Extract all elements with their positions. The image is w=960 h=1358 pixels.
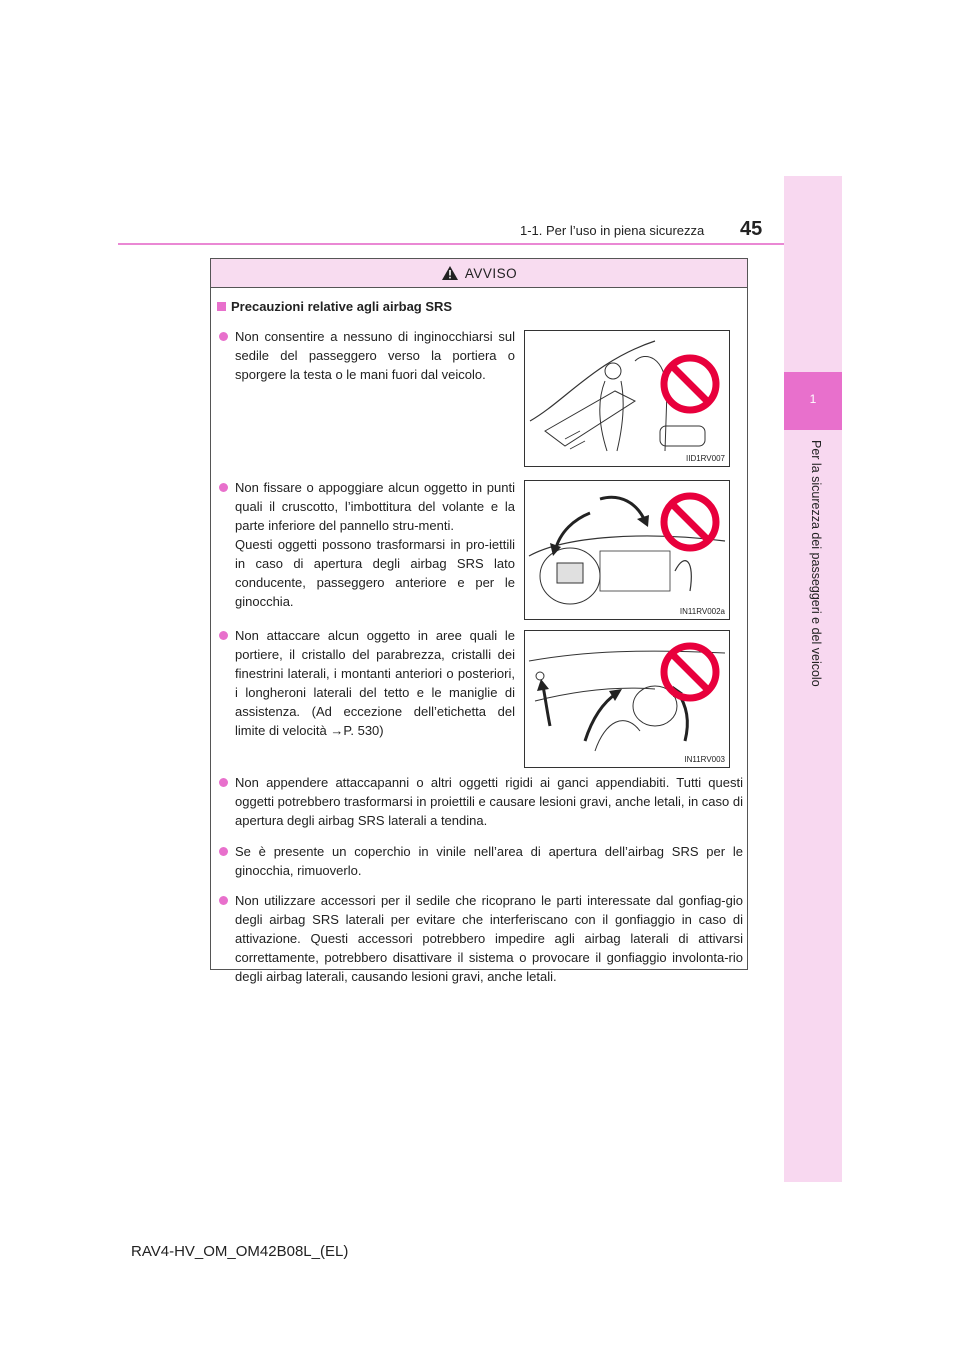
section-title: 1-1. Per l’uso in piena sicurezza [520,223,705,238]
warning-subtitle [217,299,452,314]
list-item [219,478,515,611]
list-item [219,891,743,986]
warning-header [211,259,747,288]
illustration-cabin-objects [524,630,730,768]
list-item [219,626,515,740]
bullet-dot-icon [219,483,228,492]
warning-subtitle-text: Precauzioni relative agli airbag SRS [231,299,453,314]
list-item-text: Non fissare o appoggiare alcun oggetto in punti quali il cruscotto, l’imbottitura del volante e la parte inferiore del pannello stru-menti. [235,480,515,533]
list-item-text: Non consentire a nessuno di inginocchiarsi sul sedile del passeggero verso la portiera o sporgere la testa o le mani fuori dal veicolo. [235,329,515,382]
prohibition-icon [659,641,721,703]
bullet-dot-icon [219,778,228,787]
list-item-text-2: Questi oggetti possono trasformarsi in pro-iettili in caso di apertura degli airbag SRS lato conducente, passeggero anteriore e per le ginocchia. [235,537,515,609]
side-tab-number: 1 [809,392,817,406]
footer-code: RAV4-HV_OM_OM42B08L_(EL) [131,1243,349,1260]
list-item-text: Se è presente un coperchio in vinile nell’area di apertura dell’airbag SRS per le ginocchia, rimuoverlo. [235,844,743,878]
page-number: 45 [740,218,763,240]
side-tab-label: Per la sicurezza dei passeggeri e del veicolo [809,440,823,687]
bullet-dot-icon [219,332,228,341]
image-code: IID1RV007 [686,454,725,463]
list-item-text: Non attaccare alcun oggetto in aree quali le portiere, il cristallo del parabrezza, cristalli dei finestrini laterali, i montanti anteriori o posteriori, i longheroni laterali del tetto e le maniglie di assistenza. (Ad eccezione dell’etichetta del limite di velocità →P. 530) [235,628,515,738]
list-item-text: Non utilizzare accessori per il sedile che ricoprano le parti interessate dal gonfiag-gio degli airbag SRS laterali per evitare che interferiscano con il gonfiaggio in caso di attivazione. Questi accessori potrebbero impedire agli airbag laterali di attivarsi correttamente, potrebbero disattivare il sistema o provocare il gonfiaggio involonta-rio degli airbag laterali, causando lesioni gravi, anche letali. [235,893,743,984]
list-item [219,773,743,830]
illustration-passenger-leaning [524,330,730,467]
prohibition-icon [659,353,721,415]
list-item [219,327,515,384]
warning-title: AVVISO [464,265,518,281]
header-rule [118,243,784,245]
image-code: IN11RV003 [684,755,725,764]
warning-box [210,258,748,984]
prohibition-icon [659,491,721,553]
bullet-dot-icon [219,896,228,905]
image-code: IN11RV002a [679,607,725,616]
list-item [219,842,743,880]
illustration-dashboard-objects [524,480,730,620]
bullet-dot-icon [219,631,228,640]
square-bullet-icon [217,302,226,311]
list-item-text: Non appendere attaccapanni o altri oggetti rigidi ai ganci appendiabiti. Tutti questi oggetti potrebbero trasformarsi in proiettili e causare lesioni gravi, anche letali, in caso di apertura degli airbag SRS laterali a tendina. [235,775,743,828]
warning-triangle-icon [441,265,459,281]
bullet-dot-icon [219,847,228,856]
